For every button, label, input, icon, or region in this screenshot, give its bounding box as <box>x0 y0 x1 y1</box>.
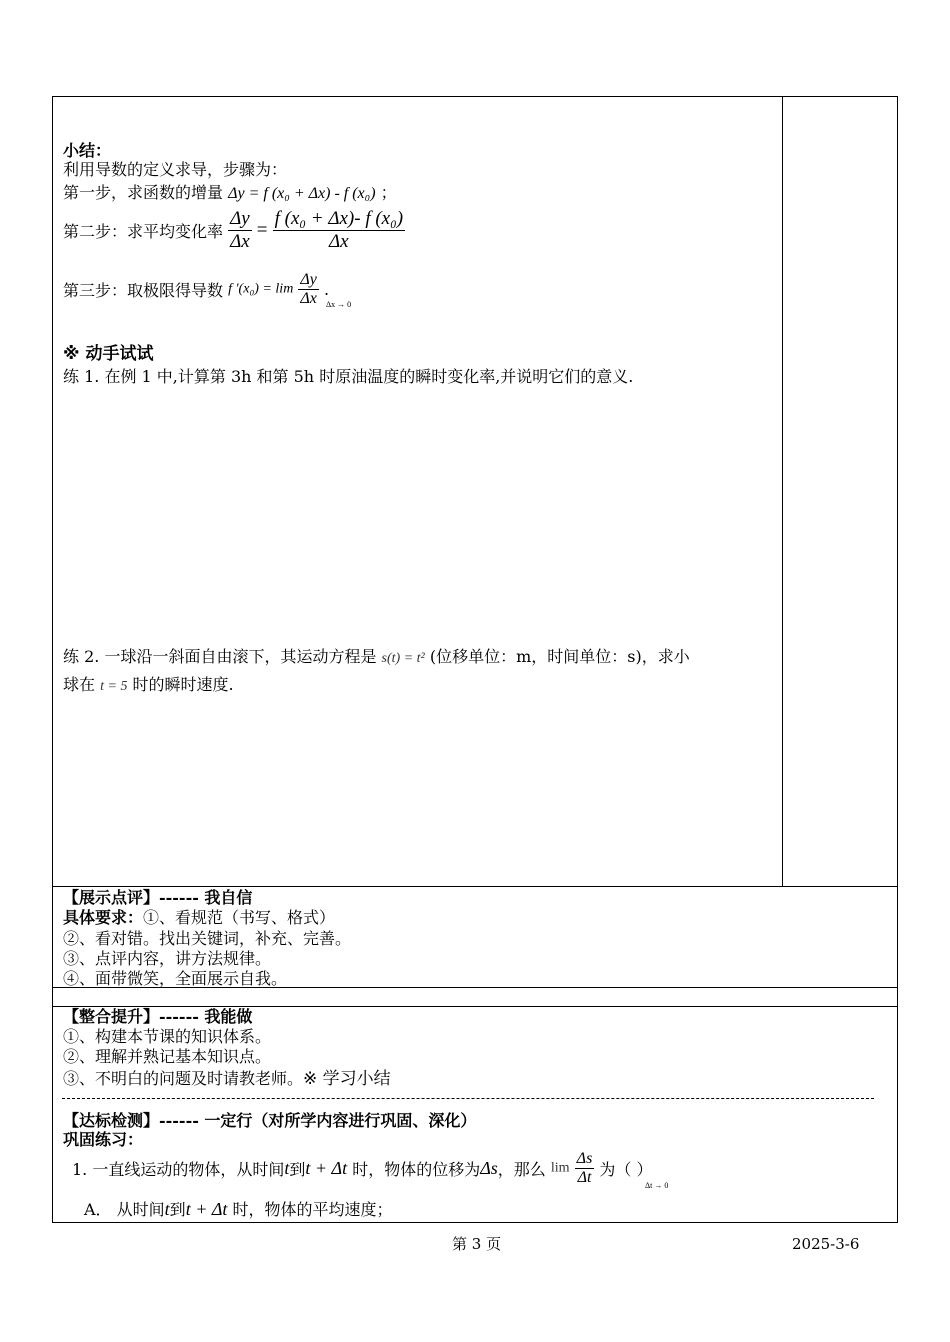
step-3-numerator: Δy <box>300 271 317 288</box>
q1-delta-s: Δs <box>480 1158 498 1178</box>
step-3-label: 第三步：取极限得导数 <box>63 281 224 300</box>
q1-numerator: Δs <box>576 1150 593 1167</box>
q1-text-a: 1. 一直线运动的物体，从时间 <box>72 1160 285 1179</box>
integrate-item-2: ②、理解并熟记基本知识点。 <box>63 1047 272 1066</box>
option-a <box>84 1200 393 1219</box>
table-bottom-border <box>52 1222 898 1223</box>
requirements-label: 具体要求： <box>63 908 144 927</box>
q1-fraction <box>575 1150 595 1187</box>
q1-text-b: 到 <box>289 1160 306 1179</box>
page-number: 第 3 页 <box>452 1235 502 1253</box>
study-summary-label: ※ 学习小结 <box>303 1069 391 1089</box>
exercise-2-text-d: 时的瞬时速度. <box>132 675 234 694</box>
q1-text-c: 时，物体的位移为 <box>352 1160 481 1179</box>
exercise-2-text-c: 球在 <box>63 675 96 694</box>
integrate-item-3-text: ③、不明白的问题及时请教老师。 <box>63 1069 304 1088</box>
exercise-2-line-1 <box>63 648 690 668</box>
display-heading: 【展示点评】------ 我自信 <box>63 888 253 907</box>
requirement-3: ③、点评内容，讲方法规律。 <box>63 949 272 968</box>
q1-denominator: Δt <box>575 1168 595 1187</box>
integrate-heading: 【整合提升】------ 我能做 <box>63 1007 253 1026</box>
table-top-border <box>52 96 898 97</box>
exercise-2-formula: s(t) = t² <box>381 651 425 666</box>
option-a-text-b: 到 <box>169 1200 186 1219</box>
exercise-2-line-2 <box>63 676 234 696</box>
row-divider-1 <box>52 886 898 887</box>
requirement-2: ②、看对错。找出关键词，补充、完善。 <box>63 929 352 948</box>
step-3-end: . <box>324 280 330 299</box>
step-2-equals: = <box>256 219 268 241</box>
q1-text-e: 为（ ） <box>599 1160 653 1179</box>
exercise-1: 练 1. 在例 1 中,计算第 3h 和第 5h 时原油温度的瞬时变化率,并说明它们的意义. <box>63 367 634 386</box>
integrate-item-1: ①、构建本节课的知识体系。 <box>63 1027 272 1046</box>
step-2-rhs-fraction <box>273 208 405 253</box>
step-2-rhs-numerator: f (x₀ + Δx)- f (x₀) <box>274 208 404 229</box>
step-3-fraction <box>298 271 319 308</box>
option-a-t-plus-dt: t + Δt <box>185 1199 228 1219</box>
q1-t-plus-dt: t + Δt <box>305 1158 348 1178</box>
exercise-2-t-value: t = 5 <box>100 679 128 694</box>
q1-lim: lim <box>550 1160 570 1176</box>
summary-intro: 利用导数的定义求导，步骤为： <box>63 160 288 179</box>
exercise-2-text-b: (位移单位：m，时间单位：s)，求小 <box>429 647 690 666</box>
test-subheading: 巩固练习： <box>63 1130 144 1149</box>
integrate-item-3 <box>63 1070 391 1088</box>
option-a-text-c: 时，物体的平均速度； <box>232 1200 393 1219</box>
step-3-limit-subscript: Δx → 0 <box>326 300 352 309</box>
question-1 <box>72 1150 652 1187</box>
step-2-rhs-denominator: Δx <box>273 230 405 253</box>
step-1-label: 第一步，求函数的增量 <box>63 183 224 202</box>
step-2-label: 第二步：求平均变化率 <box>63 222 224 241</box>
step-2-lhs-fraction <box>228 208 252 253</box>
footer-date: 2025-3-6 <box>792 1235 860 1253</box>
display-requirements-label <box>63 909 335 927</box>
exercise-2-text-a: 练 2. 一球沿一斜面自由滚下，其运动方程是 <box>63 647 377 666</box>
q1-text-d: ，那么 <box>497 1160 546 1179</box>
q1-limit-subscript: Δt → 0 <box>645 1181 669 1190</box>
table-right-border <box>897 96 898 1223</box>
option-a-t: t <box>164 1199 170 1219</box>
step-1-formula: Δy = f (x₀ + Δx) - f (x₀) <box>228 185 376 202</box>
test-heading: 【达标检测】------ 一定行（对所学内容进行巩固、深化） <box>63 1111 477 1130</box>
requirement-1: ①、看规范（书写、格式） <box>143 908 336 927</box>
step-3-lhs: f ′(x₀) = lim <box>228 281 294 297</box>
step-1 <box>63 184 397 203</box>
option-a-text-a: A． 从时间 <box>84 1200 165 1219</box>
step-2 <box>63 208 405 253</box>
practice-heading: ※ 动手试试 <box>63 344 154 364</box>
step-3-denominator: Δx <box>300 290 317 307</box>
step-1-end: ； <box>380 183 397 202</box>
side-column-divider <box>782 96 783 886</box>
table-left-border <box>52 96 53 1223</box>
summary-heading: 小结： <box>63 141 112 160</box>
q1-t: t <box>284 1158 290 1178</box>
requirement-4: ④、面带微笑，全面展示自我。 <box>63 969 288 988</box>
step-3 <box>63 271 329 308</box>
dashed-separator <box>62 1098 874 1099</box>
step-2-lhs-denominator: Δx <box>230 231 250 252</box>
step-2-lhs-numerator: Δy <box>230 208 250 229</box>
